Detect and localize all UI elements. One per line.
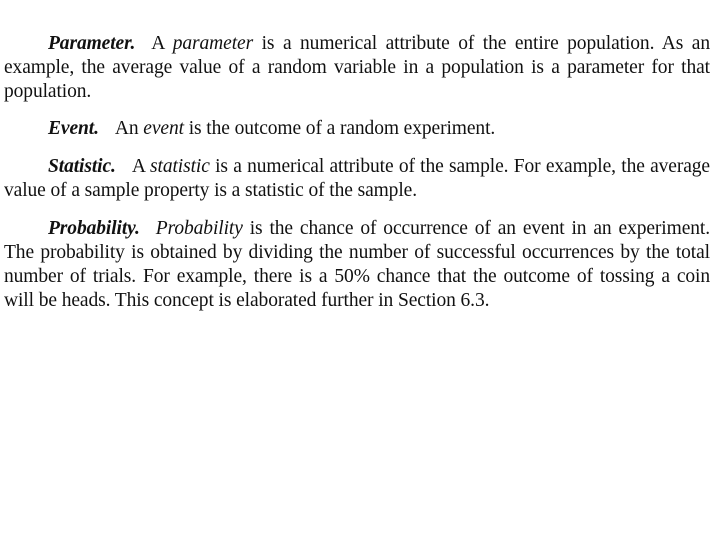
text-segment: A [131,156,151,177]
emphasized-term: Probability [155,218,243,239]
term-heading: Statistic. [48,156,116,177]
text-segment: A [151,33,173,54]
definition-parameter [4,32,710,104]
definition-statistic [4,155,710,203]
term-heading: Parameter. [48,33,136,54]
text-segment: An [114,118,144,139]
emphasized-term: parameter [172,33,254,54]
term-heading: Event. [48,118,99,139]
text-segment: is a numerical attribute of the sample. For example, the average value of a sample property is a statistic of the sample. [4,156,710,201]
text-segment: is a numerical attribute of the entire population. As an example, the average value of a random variable in a population is a parameter for that population. [4,33,710,102]
text-segment: is the outcome of a random experiment. [183,118,496,139]
text-segment: is the chance of occurrence of an event in an experiment. The probability is obtained by dividing the number of successful occurrences by the total number of trials. For example, there is a 50% chance that the outcome of tossing a coin will be heads. This concept is elaborated further in Section 6.3. [4,218,710,311]
definition-event [4,117,710,141]
emphasized-term: statistic [150,156,210,177]
emphasized-term: event [143,118,184,139]
definition-probability [4,217,710,313]
term-heading: Probability. [48,218,140,239]
